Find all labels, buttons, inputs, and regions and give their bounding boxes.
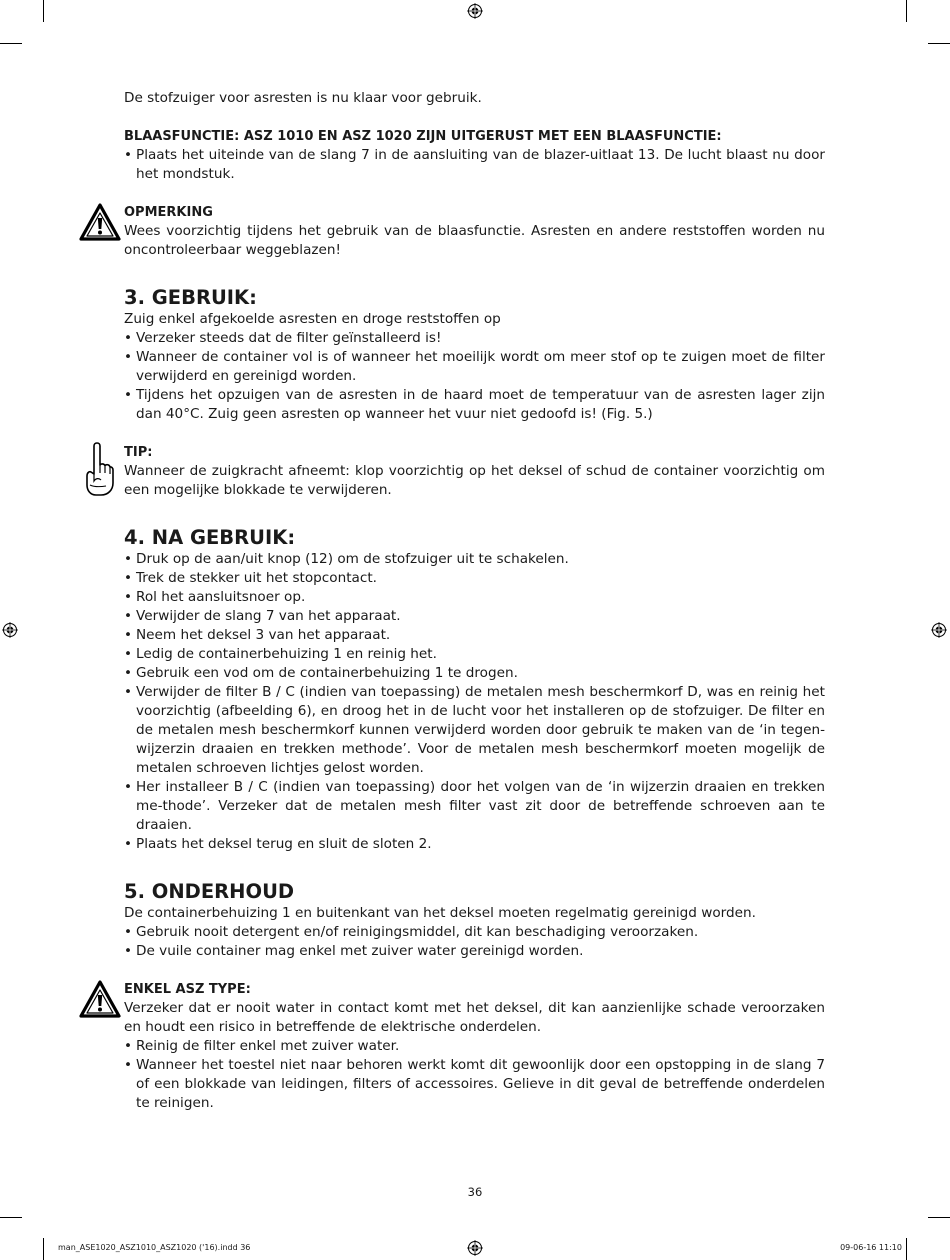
- page-number: 36: [467, 1185, 483, 1199]
- registration-mark-icon: [2, 622, 18, 638]
- crop-mark: [43, 1238, 44, 1260]
- registration-mark-icon: [467, 1240, 483, 1256]
- pointing-hand-icon: [84, 441, 114, 497]
- warning-triangle-icon: [79, 203, 121, 241]
- crop-mark: [43, 0, 44, 22]
- list-item: • Tijdens het opzuigen van de asresten in de haard moet de temperatuur van de asresten lager zijn dan 40°C. Zuig geen asresten op wanneer het vuur niet gedoofd is! (Fig. 5.): [124, 386, 825, 424]
- registration-mark-icon: [931, 622, 947, 638]
- list-item: • Rol het aansluitsnoer op.: [124, 588, 825, 607]
- list-item: • De vuile container mag enkel met zuiver water gereinigd worden.: [124, 942, 825, 961]
- gebruik-heading: 3. GEBRUIK:: [124, 286, 257, 309]
- crop-mark: [928, 43, 950, 44]
- footer-filename: man_ASE1020_ASZ1010_ASZ1020 ('16).indd 36: [58, 1243, 251, 1252]
- opmerking-text: Wees voorzichtig tijdens het gebruik van de blaasfunctie. Asresten en andere reststoffen worden nu oncontroleerbaar weggeblazen!: [124, 223, 825, 258]
- opmerking-title: OPMERKING: [124, 205, 213, 220]
- tip-text: Wanneer de zuigkracht afneemt: klop voorzichtig op het deksel of schud de container voorzichtig om een mogelijke blokkade te verwijderen.: [124, 463, 825, 498]
- gebruik-lead: Zuig enkel afgekoelde asresten en droge reststoffen op: [124, 311, 501, 327]
- onderhoud-list: [124, 923, 825, 961]
- crop-mark: [0, 43, 22, 44]
- intro-text: De stofzuiger voor asresten is nu klaar voor gebruik.: [124, 90, 482, 106]
- list-item: • Ledig de containerbehuizing 1 en reinig het.: [124, 645, 825, 664]
- list-item: • Gebruik nooit detergent en/of reinigingsmiddel, dit kan beschadiging veroorzaken.: [124, 923, 825, 942]
- opmerking-notice: [124, 203, 825, 260]
- tip-notice: [124, 443, 825, 500]
- main-content: [124, 89, 825, 1113]
- crop-mark: [906, 1238, 907, 1260]
- crop-mark: [928, 1217, 950, 1218]
- crop-mark: [906, 0, 907, 22]
- enkel-asz-notice: [124, 980, 825, 1113]
- enkel-asz-title: ENKEL ASZ TYPE:: [124, 982, 251, 997]
- list-item: • Neem het deksel 3 van het apparaat.: [124, 626, 825, 645]
- registration-mark-icon: [467, 3, 483, 19]
- list-item: • Wanneer het toestel niet naar behoren werkt komt dit gewoonlijk door een opstopping in de slang 7 of een blokkade van leidingen, filters of accessoires. Gelieve in dit geval de betreffende onderdelen te reinigen.: [124, 1056, 825, 1113]
- blaasfunctie-list: [124, 146, 825, 184]
- list-item: • Wanneer de container vol is of wanneer het moeilijk wordt om meer stof op te zuigen moet de filter verwijderd en gereinigd worden.: [124, 348, 825, 386]
- list-item: • Verwijder de filter B / C (indien van toepassing) de metalen mesh beschermkorf D, was en reinig het voorzichtig (afbeelding 6), en droog het in de lucht voor het installeren op de stofzuiger. De filter en de metalen mesh beschermkorf kunnen verwijderd worden door gebruik te maken van de ‘in tegen-wijzerzin draaien en trekken methode’. Voor de metalen mesh beschermkorf moeten mogelijk de metalen schroeven lichtjes gelost worden.: [124, 683, 825, 778]
- na-gebruik-heading: 4. NA GEBRUIK:: [124, 526, 296, 549]
- list-item: • Plaats het uiteinde van de slang 7 in de aansluiting van de blazer-uitlaat 13. De lucht blaast nu door het mondstuk.: [124, 146, 825, 184]
- onderhoud-lead: De containerbehuizing 1 en buitenkant van het deksel moeten regelmatig gereinigd worden.: [124, 905, 756, 921]
- list-item: • Trek de stekker uit het stopcontact.: [124, 569, 825, 588]
- gebruik-list: [124, 329, 825, 424]
- onderhoud-heading: 5. ONDERHOUD: [124, 880, 295, 903]
- list-item: • Plaats het deksel terug en sluit de sloten 2.: [124, 835, 825, 854]
- list-item: • Her installeer B / C (indien van toepassing) door het volgen van de ‘in wijzerzin draaien en trekken me-thode’. Verzeker dat de metalen mesh filter vast zit door de betreffende schroeven aan te draaien.: [124, 778, 825, 835]
- tip-title: TIP:: [124, 445, 153, 460]
- enkel-asz-list: [124, 1037, 825, 1113]
- list-item: • Verzeker steeds dat de filter geïnstalleerd is!: [124, 329, 825, 348]
- warning-triangle-icon: [79, 980, 121, 1018]
- crop-mark: [0, 1217, 22, 1218]
- blaasfunctie-heading: BLAASFUNCTIE: ASZ 1010 EN ASZ 1020 ZIJN UITGERUST MET EEN BLAASFUNCTIE:: [124, 129, 722, 144]
- enkel-asz-text: Verzeker dat er nooit water in contact komt met het deksel, dit kan aanzienlijke schade veroorzaken en houdt een risico in betreffende de elektrische onderdelen.: [124, 1000, 825, 1035]
- na-gebruik-list: [124, 550, 825, 854]
- list-item: • Gebruik een vod om de containerbehuizing 1 te drogen.: [124, 664, 825, 683]
- list-item: • Verwijder de slang 7 van het apparaat.: [124, 607, 825, 626]
- footer-timestamp: 09-06-16 11:10: [840, 1243, 902, 1252]
- list-item: • Druk op de aan/uit knop (12) om de stofzuiger uit te schakelen.: [124, 550, 825, 569]
- list-item: • Reinig de filter enkel met zuiver water.: [124, 1037, 825, 1056]
